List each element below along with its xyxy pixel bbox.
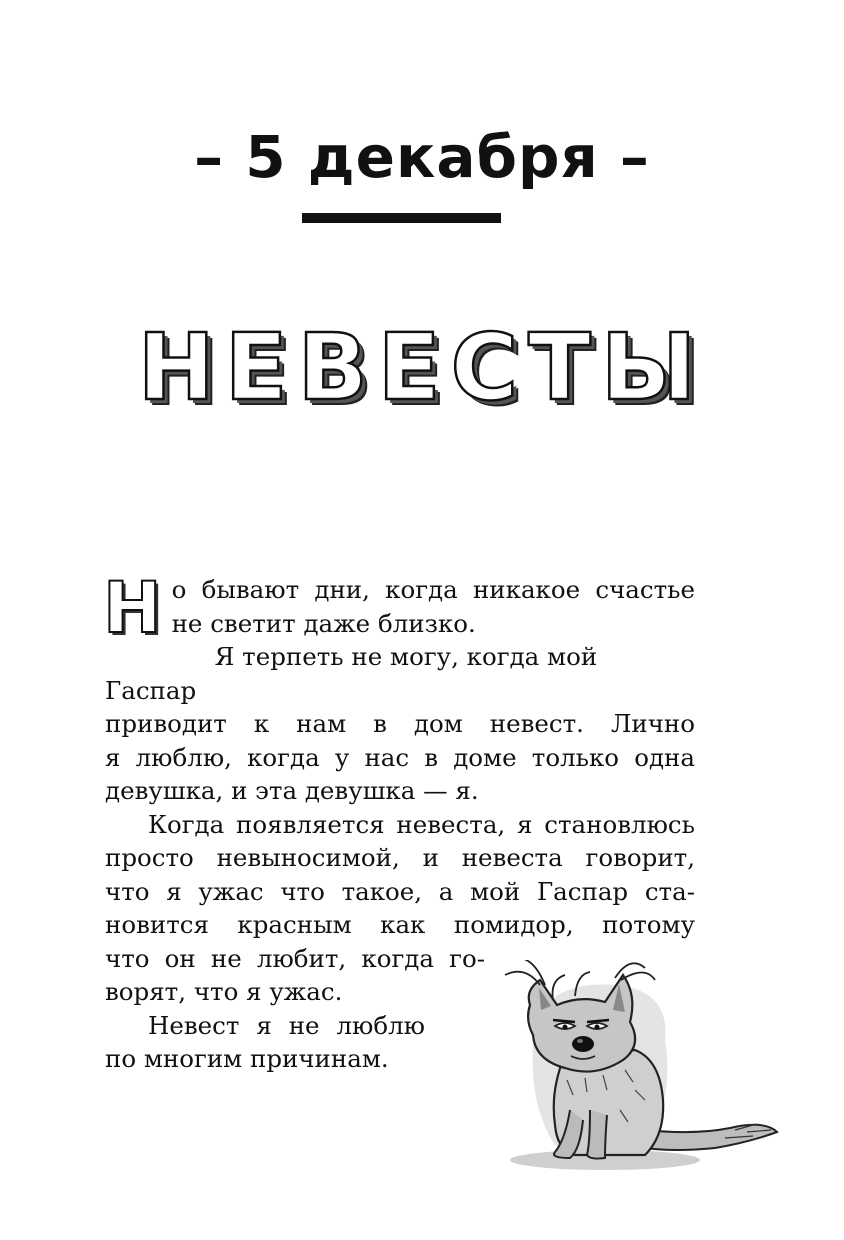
chapter-date: – 5 декабря – (194, 123, 650, 191)
text-line: я люблю, когда у нас в доме только одна (105, 742, 695, 772)
grumpy-cat-illustration (495, 960, 785, 1175)
text-line: не светит даже близко. (171, 608, 476, 638)
text-line: по многим причинам. (105, 1044, 389, 1073)
first-paragraph (103, 567, 695, 649)
text-line: Когда появляется невеста, я становлюсь (148, 809, 695, 839)
text-line: девушка, и эта девушка — я. (105, 776, 479, 805)
date-underline (302, 213, 501, 223)
chapter-title: НЕВЕСТЫ (137, 314, 707, 421)
text-line: ворят, что я ужас. (105, 977, 343, 1006)
text-line: приводит к нам в дом невест. Лично (105, 709, 695, 738)
text-line: Невест я не люблю (148, 1010, 425, 1040)
text-line: что я ужас что такое, а мой Гаспар ста- (105, 876, 695, 906)
drop-cap: Н (103, 567, 162, 649)
text-line: о бывают дни, когда никакое счастье (171, 575, 695, 604)
text-line: просто невыносимой, и невеста говорит, (105, 843, 695, 872)
text-line: Я терпеть не могу, когда мой Гаспар (105, 642, 598, 705)
text-line: новится красным как помидор, потому (105, 910, 695, 939)
text-line: что он не любит, когда го- (105, 943, 485, 973)
